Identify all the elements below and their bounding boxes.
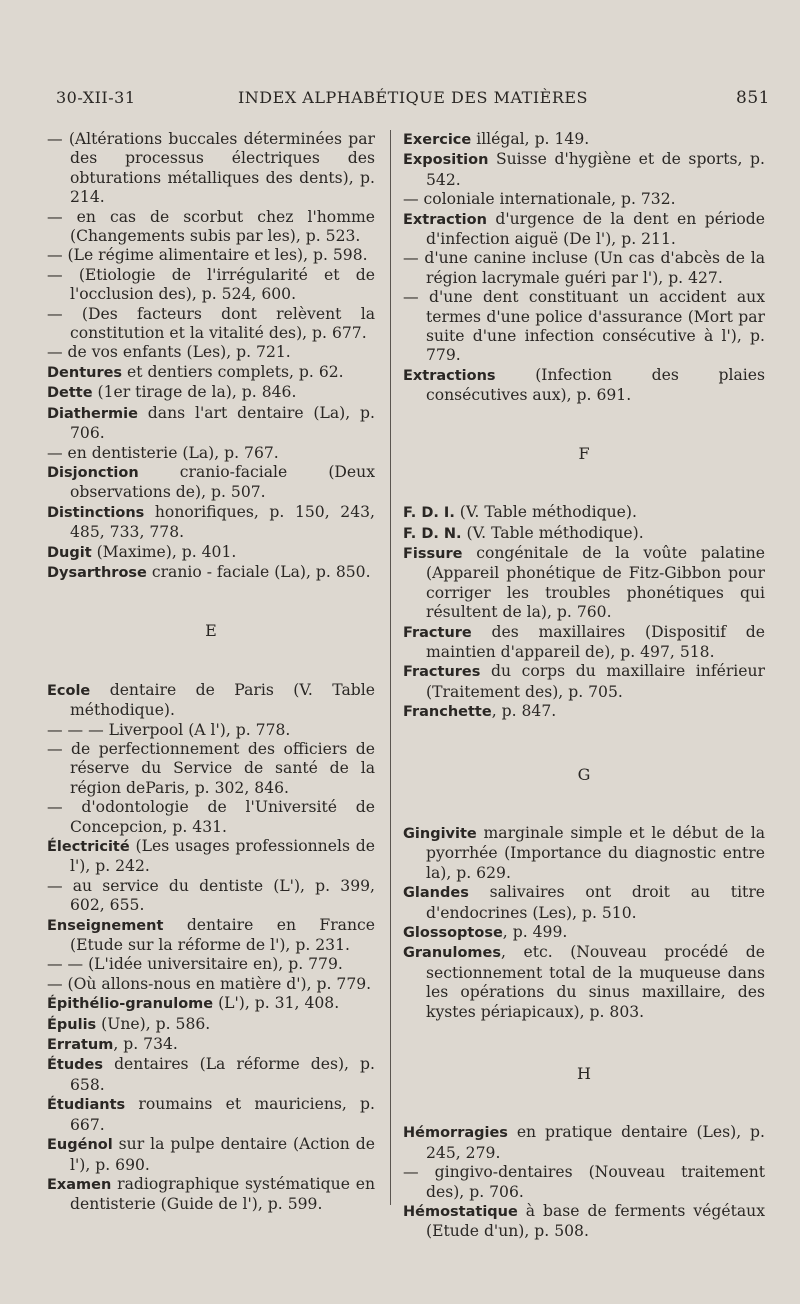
- index-entry: [47, 383, 375, 403]
- page-number: 851: [736, 88, 770, 108]
- index-entry: [47, 975, 375, 994]
- index-entry: [47, 1055, 375, 1095]
- entry-headword: Épulis: [47, 1016, 97, 1033]
- index-entry: [403, 883, 765, 923]
- entry-text: du corps du maxillaire inférieur (Traitement des), p. 705.: [426, 662, 765, 701]
- entry-headword: Dugit: [47, 544, 92, 561]
- index-entry: [47, 208, 375, 247]
- index-entry: [403, 366, 765, 406]
- index-entry: [47, 994, 375, 1014]
- index-entry: [403, 1123, 765, 1163]
- entries-h: [403, 1123, 765, 1241]
- entry-text: — — (L'idée universitaire en), p. 779.: [47, 955, 343, 974]
- index-entry: [47, 1035, 375, 1055]
- entry-headword: Dette: [47, 385, 93, 402]
- index-entry: [403, 210, 765, 250]
- index-entry: [47, 363, 375, 383]
- index-entry: [403, 503, 765, 523]
- entry-text: , etc. (Nouveau procédé de sectionnement total de la muqueuse dans les opérations du sinus maxillaire, des kystes périapicaux), p. 803.: [426, 943, 765, 1021]
- entry-text: sur la pulpe dentaire (Action de l'), p. 690.: [70, 1135, 375, 1174]
- index-entry: [47, 877, 375, 916]
- entry-text: — de vos enfants (Les), p. 721.: [47, 343, 291, 362]
- entry-text: — d'une dent constituant un accident aux termes d'une police d'assurance (Mort par suite d'une infection consécutive à l'), p. 779.: [403, 288, 765, 365]
- entry-text: illégal, p. 149.: [471, 130, 590, 148]
- index-entry: [47, 837, 375, 877]
- index-entry: [403, 524, 765, 544]
- entry-text: , p. 734.: [113, 1035, 178, 1054]
- index-entry: [403, 130, 765, 150]
- entry-headword: Diathermie: [47, 405, 138, 422]
- index-entry: [403, 623, 765, 663]
- index-entry: [403, 943, 765, 1022]
- section-letter-h: H: [577, 1064, 591, 1084]
- running-header: [56, 88, 770, 112]
- entry-text: — — — Liverpool (A l'), p. 778.: [47, 720, 291, 739]
- entry-headword: Études: [47, 1057, 104, 1074]
- entry-headword: Disjonction: [47, 464, 139, 481]
- entry-text: — (Le régime alimentaire et les), p. 598.: [47, 246, 368, 265]
- index-entry: [47, 130, 375, 208]
- index-entry: [47, 305, 375, 344]
- index-entry: [47, 1175, 375, 1215]
- entry-text: roumains et mauriciens, p. 667.: [70, 1095, 375, 1134]
- entry-text: — d'une canine incluse (Un cas d'abcès de la région lacrymale guéri par l'), p. 427.: [403, 249, 765, 287]
- index-entry: [403, 923, 765, 943]
- entry-text: dentaire en France (Etude sur la réforme de l'), p. 231.: [70, 915, 375, 955]
- entry-text: cranio - faciale (La), p. 850.: [146, 562, 371, 581]
- header-date: 30-XII-31: [56, 88, 136, 107]
- column-divider: [390, 130, 391, 1205]
- entry-headword: Granulomes: [403, 945, 501, 962]
- entry-headword: Étudiants: [47, 1097, 126, 1114]
- index-entry: [47, 721, 375, 740]
- index-entry: [403, 249, 765, 288]
- entries-g: [403, 824, 765, 1022]
- entries-e: [47, 681, 375, 1215]
- entry-text: — (Des facteurs dont relèvent la constitution et la vitalité des), p. 677.: [47, 304, 375, 343]
- index-entry: [47, 543, 375, 563]
- index-entry: [47, 463, 375, 503]
- entry-text: — (Où allons-nous en matière d'), p. 779.: [47, 974, 372, 993]
- entry-headword: Erratum: [47, 1037, 114, 1054]
- entry-text: dans l'art dentaire (La), p. 706.: [70, 403, 375, 443]
- left-column: [47, 130, 375, 1215]
- index-entry: [47, 246, 375, 265]
- entry-text: en pratique dentaire (Les), p. 245, 279.: [426, 1123, 765, 1162]
- entry-headword: Hémostatique: [403, 1204, 518, 1221]
- section-letter-g: G: [577, 764, 591, 784]
- entry-text: (Les usages professionnels de l'), p. 242.: [70, 837, 375, 876]
- entry-text: à base de ferments végétaux (Etude d'un), p. 508.: [426, 1202, 765, 1241]
- entry-text: (L'), p. 31, 408.: [213, 994, 340, 1013]
- index-entry: [47, 955, 375, 974]
- header-title: INDEX ALPHABÉTIQUE DES MATIÈRES: [237, 88, 589, 107]
- index-entry: [47, 266, 375, 305]
- entry-headword: Épithélio-granulome: [47, 996, 214, 1013]
- index-entry: [403, 662, 765, 702]
- entry-headword: Hémorragies: [403, 1125, 508, 1142]
- entry-text: congénitale de la voûte palatine (Appareil phonétique de Fitz-Gibbon pour corriger les troubles phonétiques qui résultent de la), p. 760.: [426, 543, 765, 622]
- index-entry: [403, 150, 765, 190]
- entry-text: — de perfectionnement des officiers de réserve du Service de santé de la région deParis, p. 302, 846.: [47, 739, 375, 797]
- entry-text: (Infection des plaies consécutives aux), p. 691.: [426, 365, 765, 405]
- index-entry: [47, 563, 375, 583]
- entry-headword: Dysarthrose: [47, 564, 147, 581]
- entry-text: dentaires (La réforme des), p. 658.: [70, 1055, 375, 1094]
- entry-text: — (Etiologie de l'irrégularité et de l'occlusion des), p. 524, 600.: [47, 265, 375, 304]
- index-entry: [403, 1202, 765, 1242]
- index-entry: [403, 544, 765, 623]
- index-entry: [47, 503, 375, 543]
- index-entry: [47, 916, 375, 956]
- entry-text: Suisse d'hygiène et de sports, p. 542.: [426, 150, 765, 189]
- entry-headword: Examen: [47, 1176, 112, 1193]
- entry-headword: Exposition: [403, 152, 489, 169]
- index-entry: [47, 404, 375, 444]
- right-column: [403, 130, 765, 1242]
- entry-text: salivaires ont droit au titre d'endocrines (Les), p. 510.: [426, 883, 765, 922]
- entries-f: [403, 503, 765, 722]
- entry-text: — d'odontologie de l'Université de Concepcion, p. 431.: [47, 798, 375, 836]
- entry-text: , p. 847.: [491, 702, 557, 721]
- index-entry: [47, 1135, 375, 1175]
- entry-headword: Gingivite: [403, 825, 477, 842]
- index-entry: [47, 798, 375, 837]
- entry-text: (1er tirage de la), p. 846.: [92, 383, 297, 402]
- entry-text: d'urgence de la dent en période d'infection aiguë (De l'), p. 211.: [426, 209, 765, 249]
- entry-headword: F. D. I.: [403, 505, 455, 522]
- index-entry: [47, 740, 375, 798]
- entry-headword: F. D. N.: [403, 525, 462, 542]
- entry-headword: Exercice: [403, 132, 472, 148]
- entry-text: — (Altérations buccales déterminées par des processus électriques des obturations métalliques des dents), p. 214.: [47, 130, 375, 207]
- index-entry: [47, 681, 375, 721]
- index-entry: [403, 288, 765, 366]
- entries-d: [47, 130, 375, 583]
- entry-text: radiographique systématique en dentisterie (Guide de l'), p. 599.: [70, 1174, 375, 1214]
- entry-headword: Glossoptose: [403, 925, 503, 941]
- section-letter-e: E: [205, 621, 217, 641]
- entry-headword: Électricité: [47, 839, 130, 855]
- entry-text: (V. Table méthodique).: [454, 503, 637, 522]
- index-entry: [403, 702, 765, 722]
- entry-headword: Fissure: [403, 545, 463, 562]
- entry-text: marginale simple et le début de la pyorrhée (Importance du diagnostic entre la), p. 629.: [426, 823, 765, 882]
- entry-text: , p. 499.: [502, 923, 568, 941]
- entry-text: et dentiers complets, p. 62.: [122, 362, 344, 381]
- entry-headword: Enseignement: [47, 917, 164, 934]
- entry-text: (Une), p. 586.: [96, 1014, 211, 1033]
- entry-headword: Distinctions: [47, 504, 145, 521]
- entry-text: — au service du dentiste (L'), p. 399, 602, 655.: [47, 876, 375, 915]
- entry-text: dentaire de Paris (V. Table méthodique).: [70, 680, 375, 720]
- entry-headword: Franchette: [403, 704, 492, 721]
- entry-text: cranio-faciale (Deux observations de), p. 507.: [70, 462, 375, 502]
- index-entry: [403, 824, 765, 883]
- entry-headword: Extraction: [403, 211, 487, 228]
- entry-headword: Extractions: [403, 367, 496, 384]
- entry-text: — en dentisterie (La), p. 767.: [47, 443, 279, 462]
- entries-ex: [403, 130, 765, 406]
- entry-headword: Eugénol: [47, 1137, 113, 1154]
- entry-text: (V. Table méthodique).: [461, 523, 644, 542]
- entry-headword: Ecole: [47, 682, 91, 699]
- entry-text: — coloniale internationale, p. 732.: [403, 190, 676, 209]
- index-entry: [47, 444, 375, 463]
- entry-headword: Fractures: [403, 664, 481, 681]
- entry-text: (Maxime), p. 401.: [91, 542, 237, 561]
- index-entry: [403, 1163, 765, 1202]
- index-entry: [403, 190, 765, 209]
- entry-text: — gingivo-dentaires (Nouveau traitement des), p. 706.: [403, 1163, 765, 1201]
- entry-headword: Glandes: [403, 885, 469, 902]
- entry-text: des maxillaires (Dispositif de maintien d'appareil de), p. 497, 518.: [426, 622, 765, 661]
- entry-headword: Dentures: [47, 364, 123, 381]
- index-entry: [47, 1015, 375, 1035]
- section-letter-f: F: [578, 443, 590, 463]
- entry-headword: Fracture: [403, 624, 472, 641]
- index-entry: [47, 1095, 375, 1135]
- index-entry: [47, 343, 375, 362]
- entry-text: — en cas de scorbut chez l'homme (Changements subis par les), p. 523.: [47, 207, 375, 246]
- entry-text: honorifiques, p. 150, 243, 485, 733, 778.: [70, 502, 375, 542]
